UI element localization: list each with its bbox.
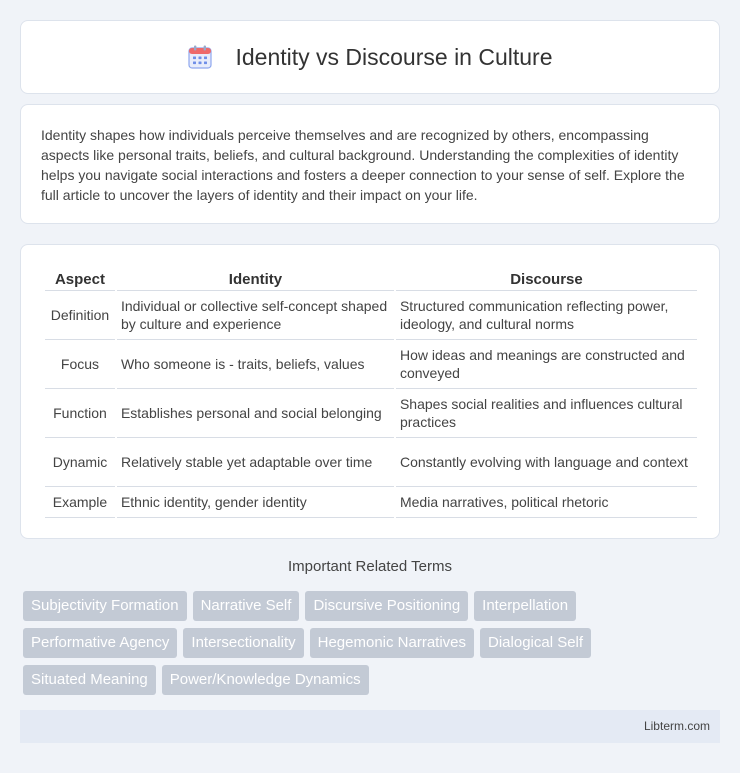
tag-interpellation[interactable]: Interpellation — [474, 591, 576, 621]
row-discourse: Shapes social realities and influences cultural practices — [396, 389, 697, 438]
row-aspect: Dynamic — [45, 438, 115, 487]
tag-intersectionality[interactable]: Intersectionality — [183, 628, 303, 658]
row-aspect: Definition — [45, 291, 115, 340]
calendar-icon — [187, 44, 213, 70]
row-aspect: Example — [45, 487, 115, 518]
page-title: Identity vs Discourse in Culture — [235, 43, 553, 70]
row-aspect: Function — [45, 389, 115, 438]
table-row — [45, 389, 697, 438]
header-aspect: Aspect — [45, 265, 115, 291]
table-header-row — [45, 265, 697, 291]
tag-dialogical-self[interactable]: Dialogical Self — [480, 628, 591, 658]
tag-discursive-positioning[interactable]: Discursive Positioning — [305, 591, 468, 621]
row-discourse: Constantly evolving with language and context — [396, 438, 697, 487]
row-identity: Establishes personal and social belonging — [117, 389, 394, 438]
related-terms-heading: Important Related Terms — [288, 558, 452, 575]
tag-subjectivity-formation[interactable]: Subjectivity Formation — [23, 591, 187, 621]
row-discourse: How ideas and meanings are constructed and conveyed — [396, 340, 697, 389]
footer-brand-link[interactable]: Libterm.com — [643, 719, 710, 733]
intro-text: Identity shapes how individuals perceive themselves and are recognized by others, encompassing aspects like personal traits, beliefs, and cultural background. Understanding the complexities of identity helps you navigate social interactions and fosters a deeper connection to your sense of self. Explore the full article to uncover the layers of identity and their impact on your life. — [41, 127, 685, 203]
related-terms-list — [23, 591, 723, 695]
tag-situated-meaning[interactable]: Situated Meaning — [23, 665, 156, 695]
footer — [20, 710, 720, 743]
row-discourse: Media narratives, political rhetoric — [396, 487, 697, 518]
intro-card — [20, 104, 720, 224]
row-aspect: Focus — [45, 340, 115, 389]
tag-hegemonic-narratives[interactable]: Hegemonic Narratives — [310, 628, 474, 658]
row-discourse: Structured communication reflecting power, ideology, and cultural norms — [396, 291, 697, 340]
comparison-card — [20, 244, 720, 539]
tag-power-knowledge-dynamics[interactable]: Power/Knowledge Dynamics — [162, 665, 369, 695]
header-identity: Identity — [117, 265, 394, 291]
row-identity: Who someone is - traits, beliefs, values — [117, 340, 394, 389]
header-discourse: Discourse — [396, 265, 697, 291]
title-card — [20, 20, 720, 94]
table-row — [45, 340, 697, 389]
comparison-table — [43, 265, 699, 518]
row-identity: Ethnic identity, gender identity — [117, 487, 394, 518]
table-row — [45, 487, 697, 518]
table-row — [45, 438, 697, 487]
row-identity: Individual or collective self-concept shaped by culture and experience — [117, 291, 394, 340]
tag-performative-agency[interactable]: Performative Agency — [23, 628, 177, 658]
table-row — [45, 291, 697, 340]
tag-narrative-self[interactable]: Narrative Self — [193, 591, 300, 621]
row-identity: Relatively stable yet adaptable over time — [117, 438, 394, 487]
